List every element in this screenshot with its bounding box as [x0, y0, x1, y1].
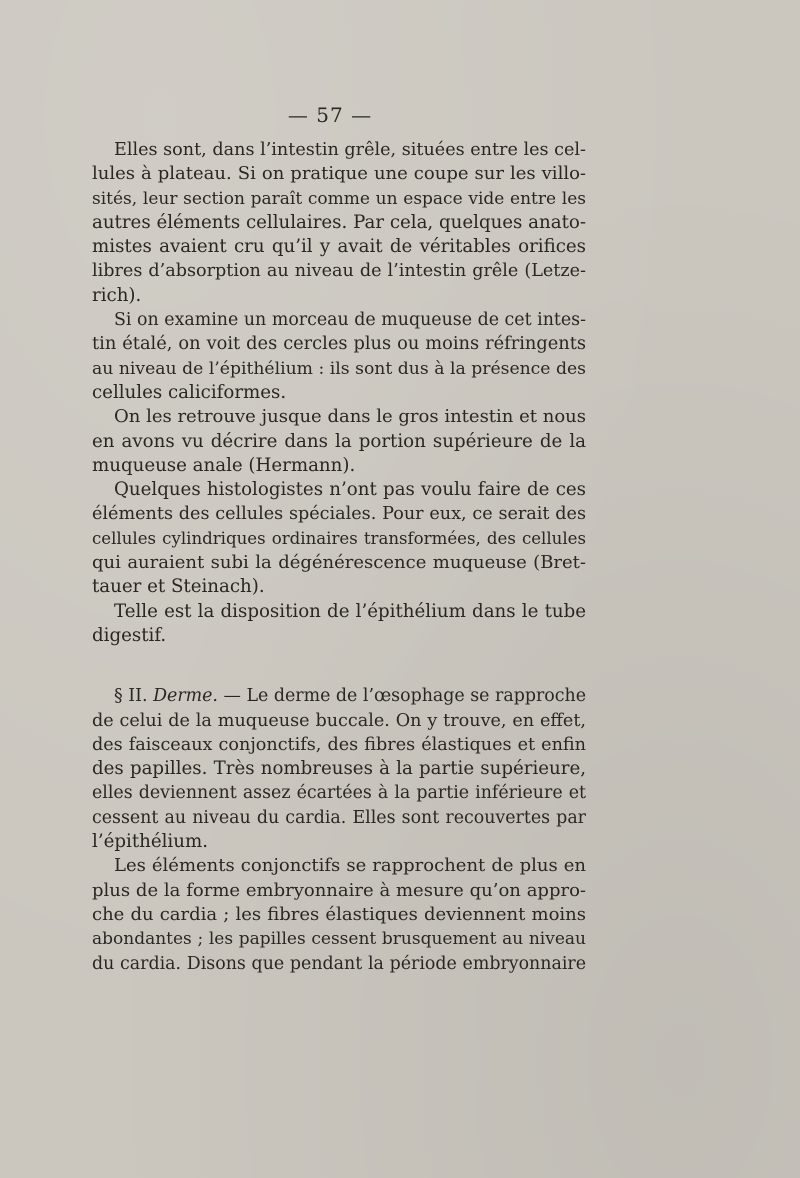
text-line: On les retrouve jusque dans le gros intestin et nous — [114, 406, 586, 428]
text-line: du cardia. Disons que pendant la période embryonnaire — [92, 953, 586, 974]
text-line: cellules caliciformes. — [92, 381, 287, 403]
text-line: Les éléments conjonctifs se rapprochent de plus en — [114, 855, 586, 877]
text-line: tin étalé, on voit des cercles plus ou moins réfringents — [92, 333, 586, 355]
text-line: autres éléments cellulaires. Par cela, quelques anato- — [92, 211, 586, 233]
text-line: che du cardia ; les fibres élastiques deviennent moins — [92, 903, 586, 925]
body-text — [92, 138, 586, 976]
section-label: § II. — [114, 686, 154, 707]
text-line: lules à plateau. Si on pratique une coupe sur les villo- — [92, 163, 586, 185]
text-line: sités, leur section paraît comme un espace vide entre les — [92, 188, 586, 209]
section-heading-rest: — Le derme de l’œsophage se rapproche — [217, 686, 586, 707]
text-line: tauer et Steinach). — [92, 576, 265, 598]
text-line: digestif. — [92, 624, 167, 646]
text-line: Si on examine un morceau de muqueuse de cet intes- — [114, 310, 586, 331]
page-number: — 57 — — [287, 103, 373, 127]
text-line: muqueuse anale (Hermann). — [92, 454, 356, 476]
text-line: cessent au niveau du cardia. Elles sont recouvertes par — [92, 807, 586, 828]
text-line: libres d’absorption au niveau de l’intestin grêle (Letze- — [92, 261, 586, 282]
text-line: elles deviennent assez écartées à la partie inférieure et — [92, 783, 586, 804]
text-line: au niveau de l’épithélium : ils sont dus à la présence des — [92, 358, 586, 379]
text-line: abondantes ; les papilles cessent brusquement au niveau — [92, 929, 586, 950]
text-line: l’épithélium. — [92, 831, 208, 853]
text-line: en avons vu décrire dans la portion supérieure de la — [92, 430, 586, 452]
text-line: plus de la forme embryonnaire à mesure qu’on appro- — [92, 879, 586, 901]
text-line: cellules cylindriques ordinaires transformées, des cellules — [92, 528, 586, 548]
section-title: Derme. — [153, 686, 218, 707]
text-line: Elles sont, dans l’intestin grêle, situées entre les cel- — [114, 140, 586, 160]
text-line: de celui de la muqueuse buccale. On y trouve, en effet, — [92, 710, 586, 731]
section-heading-line — [92, 684, 586, 708]
text-line: mistes avaient cru qu’il y avait de véritables orifices — [92, 236, 586, 258]
text-line: Quelques histologistes n’ont pas voulu faire de ces — [114, 479, 586, 501]
text-line: rich). — [92, 284, 142, 306]
text-line: des papilles. Très nombreuses à la partie supérieure, — [92, 758, 586, 780]
text-line: des faisceaux conjonctifs, des fibres élastiques et enfin — [92, 734, 586, 755]
section-gap — [92, 648, 586, 684]
text-line: Telle est la disposition de l’épithélium dans le tube — [114, 600, 586, 622]
text-line: éléments des cellules spéciales. Pour eux, ce serait des — [92, 504, 586, 525]
text-line: qui auraient subi la dégénérescence muqueuse (Bret- — [92, 552, 586, 574]
